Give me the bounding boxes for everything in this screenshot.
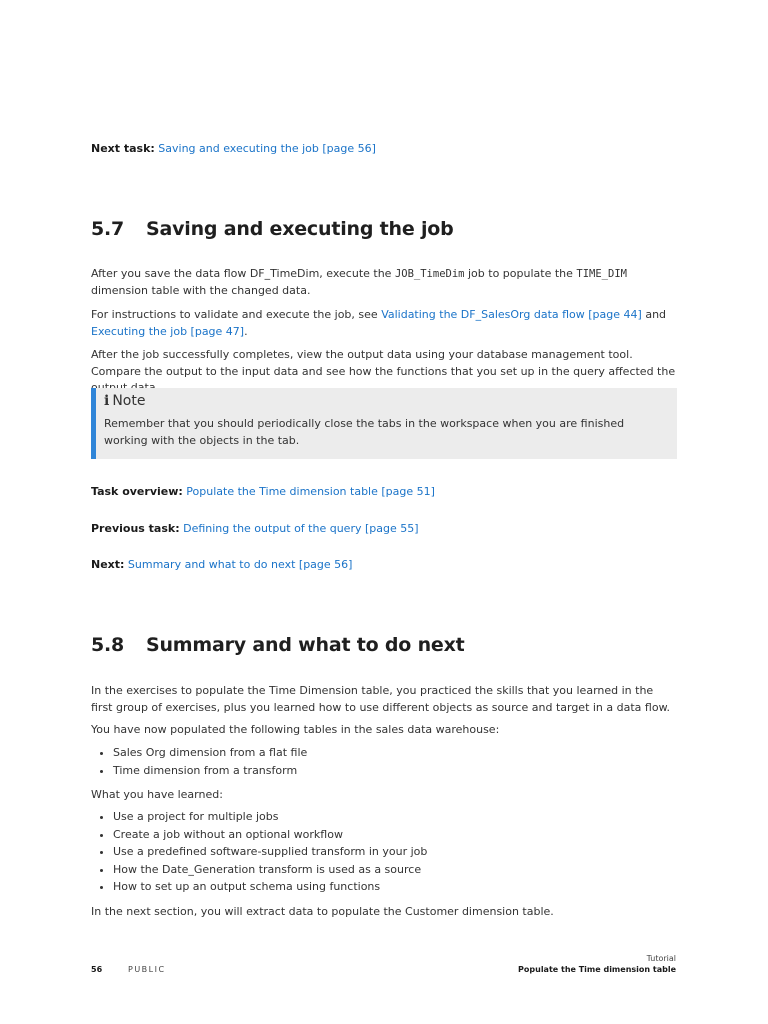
paragraph-learned: What you have learned: [91,788,223,801]
list-item: • Use a project for multiple jobs [113,808,699,826]
previous-task-link[interactable]: Defining the output of the query [page 55] [183,522,419,535]
next-task-label: Next task: [91,142,155,155]
previous-task [91,521,677,538]
next-label: Next: [91,558,125,571]
text: and [641,308,667,321]
paragraph-save-execute [91,266,677,299]
section-title: Saving and executing the job [146,218,454,240]
paragraph-populated: You have now populated the following tables in the sales data warehouse: [91,723,500,736]
list-item: • How to set up an output schema using functions [113,878,699,896]
list-item: • Create a job without an optional workflow [113,826,699,844]
text: After you save the data flow DF_TimeDim, execute the [91,267,395,280]
note-text: Remember that you should periodically close the tabs in the workspace when you are finished working with the objects in the tab. [104,417,625,447]
paragraph-after-job: After the job successfully completes, view the output data using your database management tool. Compare the output to the input data and see how the functions that you set up in the query affected the [91,348,676,378]
list-item: • Sales Org dimension from a flat file [113,744,699,762]
next-topic [91,557,677,574]
text: For instructions to validate and execute the job, see [91,308,382,321]
text: job to populate the [464,267,577,280]
previous-task-label: Previous task: [91,522,180,535]
list-item: • How the Date_Generation transform is used as a source [113,861,699,879]
section-heading-5-8 [91,634,465,656]
paragraph-instructions [91,307,677,340]
tables-list [91,744,699,779]
task-overview-label: Task overview: [91,485,183,498]
task-overview-link[interactable]: Populate the Time dimension table [page 51] [186,485,435,498]
text: dimension table with the changed data. [91,283,311,297]
list-item: • Time dimension from a transform [113,762,699,780]
code-job-timedim: JOB_TimeDim [394,268,465,280]
next-task-top [91,141,677,158]
note-box [91,388,677,459]
chapter-title: Populate the Time dimension table [518,965,676,974]
text: . [244,324,248,338]
learned-list [91,808,699,896]
section-number: 5.7 [91,218,125,240]
classification-label: PUBLIC [128,965,166,974]
note-label: Note [112,393,146,409]
paragraph-summary: In the exercises to populate the Time Dimension table, you practiced the skills that you learned in the first group of exercises, plus you learned how to use different objects as source and target in a data flow. [91,684,671,714]
note-title [104,391,667,411]
list-item: • Use a predefined software-supplied transform in your job [113,843,699,861]
paragraph-next-section: In the next section, you will extract data to populate the Customer dimension table. [91,905,554,918]
next-link[interactable]: Summary and what to do next [page 56] [127,558,353,571]
section-number: 5.8 [91,634,125,656]
code-time-dim: TIME_DIM [576,268,627,280]
next-task-link[interactable]: Saving and executing the job [page 56] [158,142,376,155]
doc-type: Tutorial [646,954,676,963]
info-icon: i [104,393,110,409]
task-overview [91,484,677,501]
link-validating[interactable]: Validating the DF_SalesOrg data flow [page 44] [381,308,642,321]
link-executing[interactable]: Executing the job [page 47] [91,324,245,338]
page-number: 56 [91,965,103,974]
section-heading-5-7 [91,218,454,240]
section-title: Summary and what to do next [146,634,465,656]
